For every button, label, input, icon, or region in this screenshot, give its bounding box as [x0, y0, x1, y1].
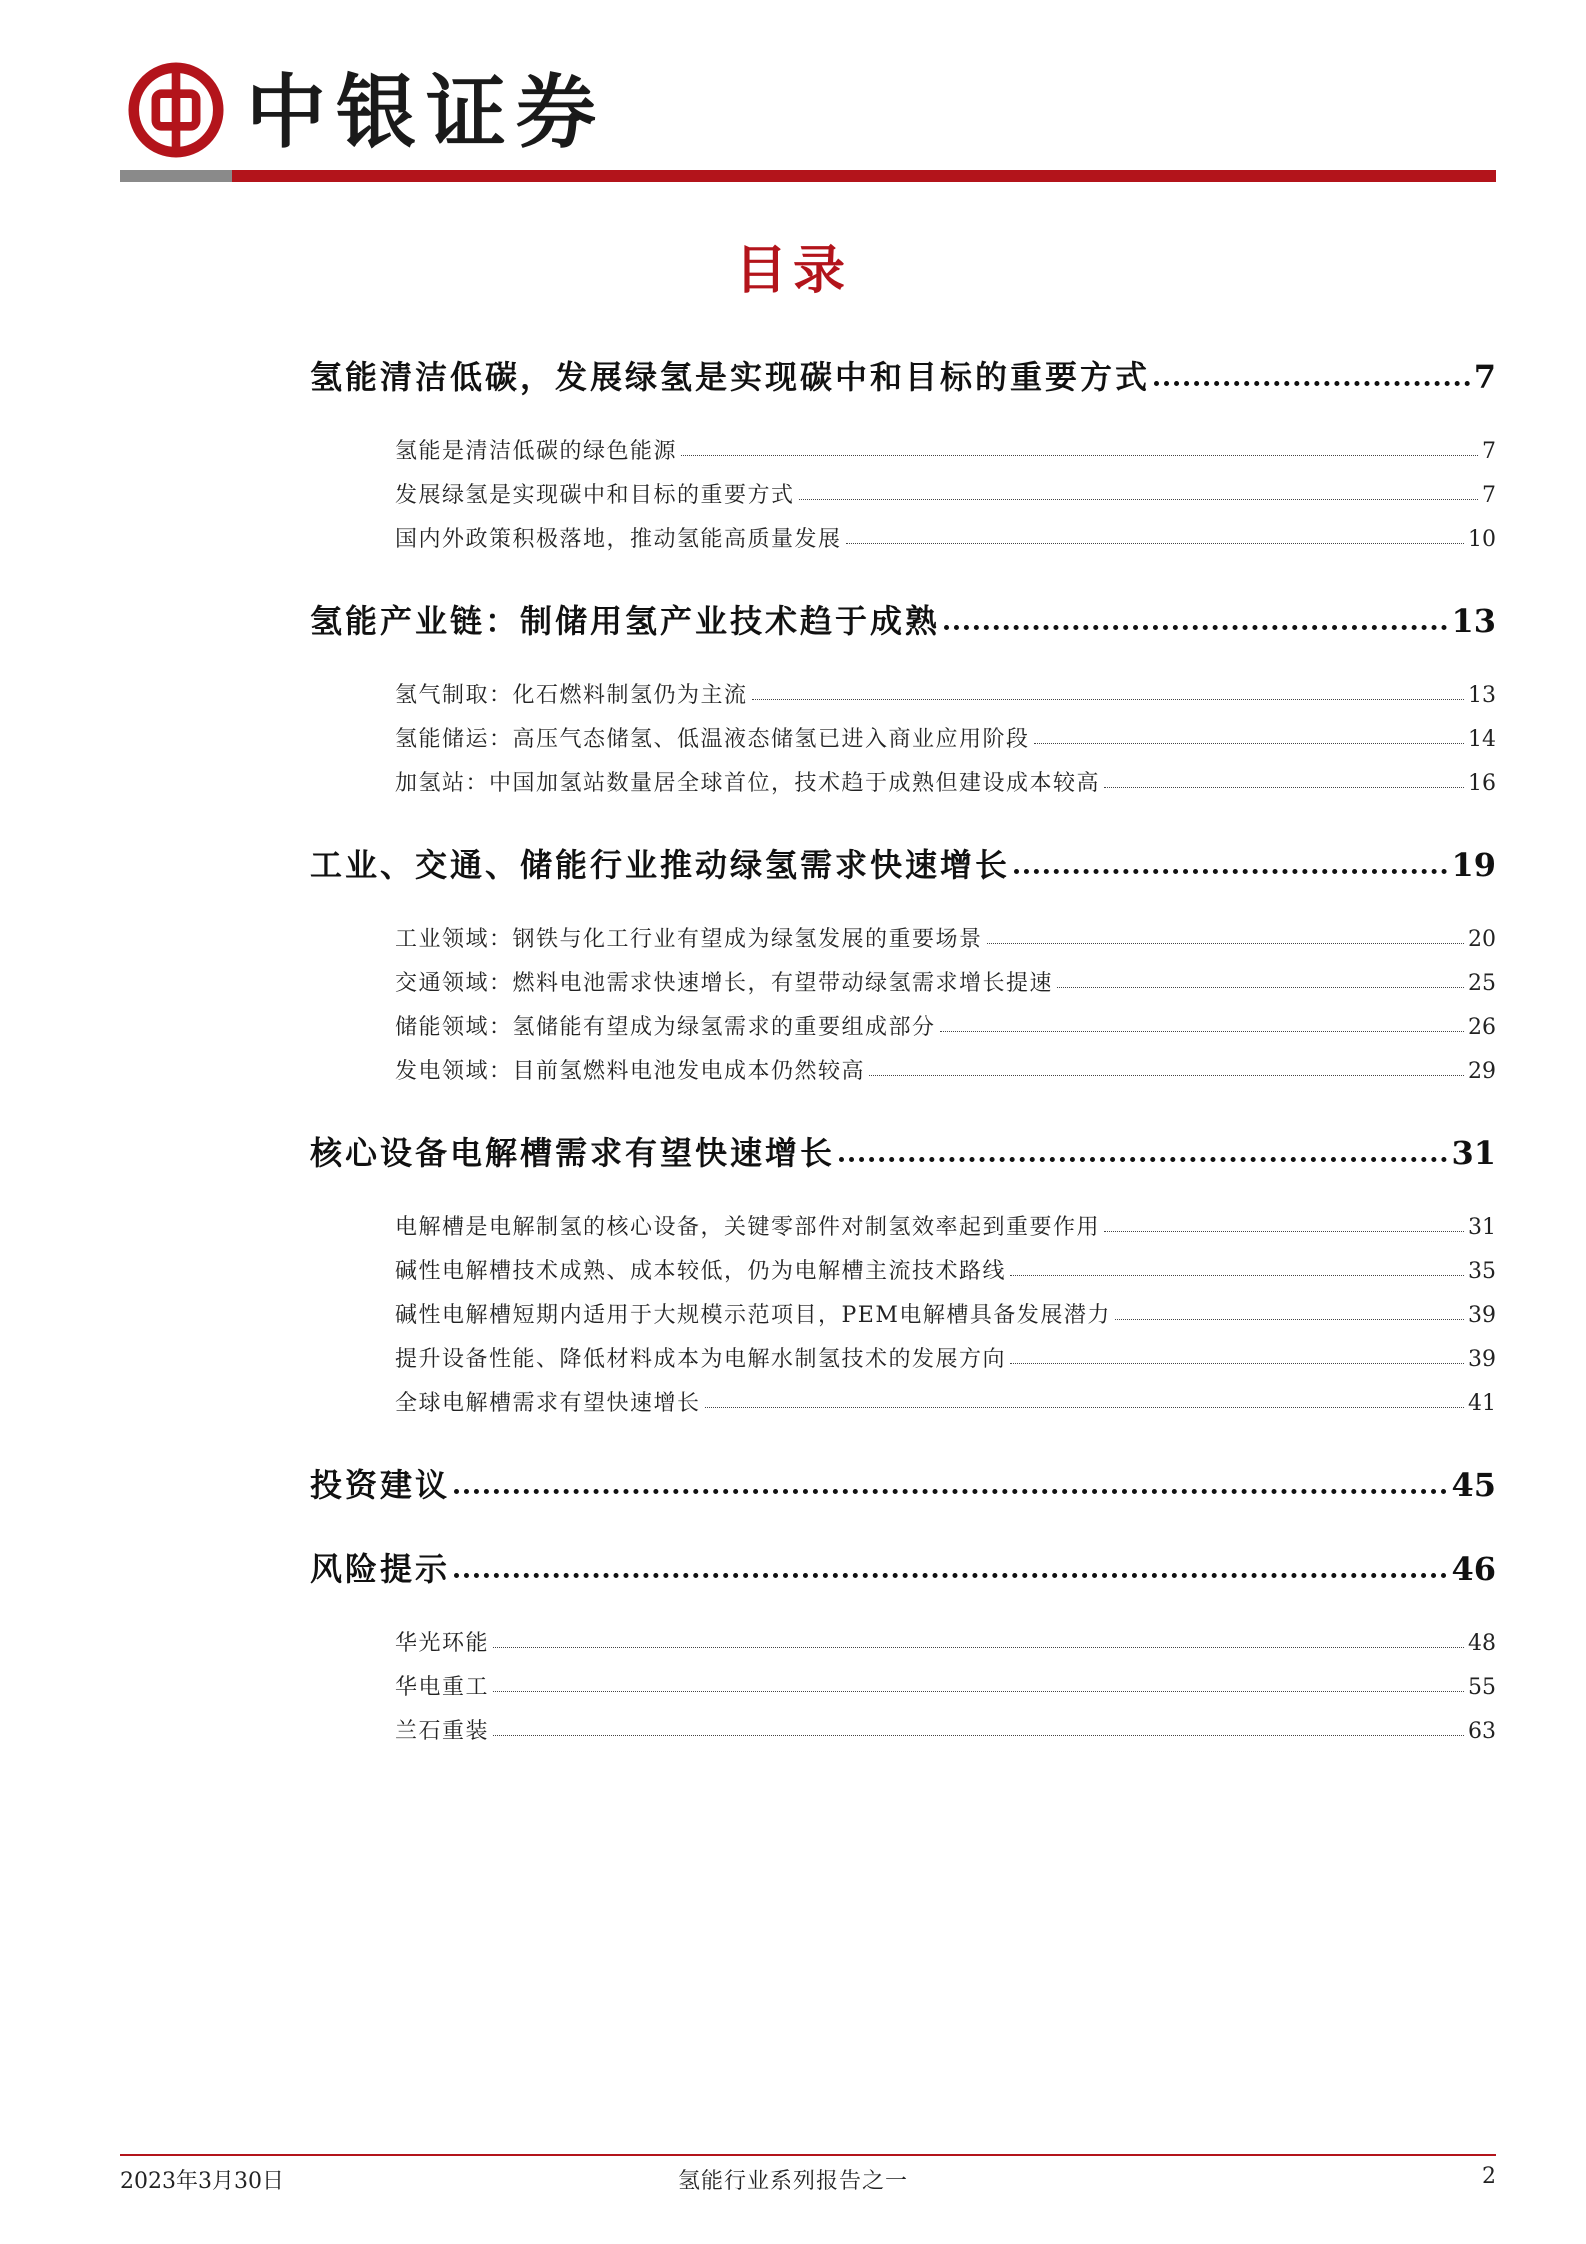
toc-subsection-entry[interactable]: [395, 966, 1496, 997]
toc-entry-page: 13: [1451, 602, 1496, 640]
toc-subsection-entry[interactable]: [395, 922, 1496, 953]
footer-date: 2023年3月30日: [120, 2169, 284, 2194]
toc-entry-label: 工业领域：钢铁与化工行业有望成为绿氢发展的重要场景: [395, 927, 983, 952]
toc-subsection-entry[interactable]: [395, 766, 1496, 797]
toc-entry-label: 氢能储运：高压气态储氢、低温液态储氢已进入商业应用阶段: [395, 727, 1030, 752]
toc-subsection-entry[interactable]: [395, 1670, 1496, 1701]
toc-entry-page: 29: [1468, 1059, 1496, 1084]
toc-leader-dots: [493, 1647, 1464, 1648]
toc-subsection-entry[interactable]: [395, 1298, 1496, 1329]
toc-entry-label: 氢气制取：化石燃料制氢仍为主流: [395, 683, 748, 708]
toc-entry-label: 氢能清洁低碳，发展绿氢是实现碳中和目标的重要方式: [310, 358, 1151, 396]
toc-entry-label: 储能领域：氢储能有望成为绿氢需求的重要组成部分: [395, 1015, 936, 1040]
toc-subsection-entry[interactable]: [395, 522, 1496, 553]
toc-entry-label: 氢能是清洁低碳的绿色能源: [395, 439, 678, 464]
toc-leader-dots: [846, 543, 1464, 544]
toc-leader-dots: [1104, 1231, 1464, 1232]
toc-entry-page: 7: [1482, 483, 1496, 508]
toc-subsection-entry[interactable]: [395, 1626, 1496, 1657]
toc-subsection-entry[interactable]: [395, 478, 1496, 509]
bank-of-china-logo-icon: [128, 62, 224, 158]
toc-subsection-entry[interactable]: [395, 1254, 1496, 1285]
toc-entry-page: 26: [1468, 1015, 1496, 1040]
toc-entry-page: 16: [1468, 771, 1496, 796]
toc-entry-page: 7: [1473, 358, 1496, 396]
toc-entry-page: 20: [1468, 927, 1496, 952]
toc-title: 目录: [734, 241, 851, 301]
toc-subsection-entry[interactable]: [395, 1386, 1496, 1417]
toc-leader-dots: [987, 943, 1464, 944]
toc-entry-label: 发电领域：目前氢燃料电池发电成本仍然较高: [395, 1059, 866, 1084]
toc-leader-dots: [705, 1407, 1464, 1408]
toc-leader-dots: [869, 1075, 1464, 1076]
toc-entry-page: 39: [1468, 1303, 1496, 1328]
toc-leader-dots: [799, 499, 1478, 500]
toc-leader-dots: [1115, 1319, 1464, 1320]
toc-entry-label: 氢能产业链：制储用氢产业技术趋于成熟: [310, 602, 941, 640]
toc-entry-page: 7: [1482, 439, 1496, 464]
toc-leader-dots: [454, 1489, 1447, 1494]
toc-section-entry[interactable]: [310, 596, 1496, 642]
toc-entry-page: 41: [1468, 1391, 1496, 1416]
toc-leader-dots: [493, 1691, 1464, 1692]
toc-entry-page: 19: [1451, 846, 1496, 884]
toc-entry-page: 39: [1468, 1347, 1496, 1372]
toc-entry-page: 35: [1468, 1259, 1496, 1284]
toc-section-entry[interactable]: [310, 1128, 1496, 1174]
header-rule-red: [232, 170, 1496, 182]
toc-leader-dots: [839, 1157, 1447, 1162]
toc-leader-dots: [1014, 869, 1447, 874]
footer-report-title: 氢能行业系列报告之一: [677, 2169, 908, 2194]
toc-entry-label: 加氢站：中国加氢站数量居全球首位，技术趋于成熟但建设成本较高: [395, 771, 1101, 796]
toc-leader-dots: [1010, 1275, 1464, 1276]
toc-leader-dots: [1154, 381, 1470, 386]
toc-leader-dots: [752, 699, 1464, 700]
toc-leader-dots: [681, 455, 1478, 456]
toc-leader-dots: [493, 1735, 1464, 1736]
toc-subsection-entry[interactable]: [395, 434, 1496, 465]
toc-subsection-entry[interactable]: [395, 1342, 1496, 1373]
toc-subsection-entry[interactable]: [395, 1714, 1496, 1745]
toc-section-entry[interactable]: [310, 1544, 1496, 1590]
toc-entry-page: 10: [1468, 527, 1496, 552]
toc-entry-page: 14: [1468, 727, 1496, 752]
brand-name: 中银证券: [246, 65, 606, 159]
toc-entry-label: 工业、交通、储能行业推动绿氢需求快速增长: [310, 846, 1011, 884]
toc-entry-label: 投资建议: [310, 1466, 451, 1504]
header-rule-grey: [120, 170, 232, 182]
page-header: [0, 0, 1586, 200]
toc-entry-page: 45: [1451, 1466, 1496, 1504]
toc-leader-dots: [1010, 1363, 1464, 1364]
toc-entry-label: 发展绿氢是实现碳中和目标的重要方式: [395, 483, 795, 508]
toc-subsection-entry[interactable]: [395, 1010, 1496, 1041]
toc-leader-dots: [454, 1573, 1447, 1578]
toc-leader-dots: [1034, 743, 1464, 744]
toc-entry-page: 13: [1468, 683, 1496, 708]
toc-entry-label: 华电重工: [395, 1675, 490, 1700]
toc-entry-page: 63: [1468, 1719, 1496, 1744]
toc-entry-label: 电解槽是电解制氢的核心设备，关键零部件对制氢效率起到重要作用: [395, 1215, 1101, 1240]
toc-entry-page: 31: [1468, 1215, 1496, 1240]
toc-section-entry[interactable]: [310, 840, 1496, 886]
toc-entry-label: 国内外政策积极落地，推动氢能高质量发展: [395, 527, 842, 552]
toc-entry-label: 交通领域：燃料电池需求快速增长，有望带动绿氢需求增长提速: [395, 971, 1054, 996]
toc-entry-label: 碱性电解槽技术成熟、成本较低，仍为电解槽主流技术路线: [395, 1259, 1007, 1284]
toc-leader-dots: [1057, 987, 1464, 988]
toc-section-entry[interactable]: [310, 352, 1496, 398]
toc-entry-page: 46: [1451, 1550, 1496, 1588]
toc-leader-dots: [944, 625, 1447, 630]
toc-entry-label: 全球电解槽需求有望快速增长: [395, 1391, 701, 1416]
toc-entry-page: 31: [1451, 1134, 1496, 1172]
toc-subsection-entry[interactable]: [395, 1054, 1496, 1085]
toc-entry-page: 55: [1468, 1675, 1496, 1700]
toc-subsection-entry[interactable]: [395, 722, 1496, 753]
toc-entry-label: 风险提示: [310, 1550, 451, 1588]
toc-entry-page: 25: [1468, 971, 1496, 996]
footer-page-number: 2: [1482, 2164, 1496, 2189]
toc-subsection-entry[interactable]: [395, 678, 1496, 709]
toc-entry-label: 核心设备电解槽需求有望快速增长: [310, 1134, 836, 1172]
toc-entry-label: 碱性电解槽短期内适用于大规模示范项目，PEM电解槽具备发展潜力: [395, 1303, 1111, 1328]
toc-entry-label: 提升设备性能、降低材料成本为电解水制氢技术的发展方向: [395, 1347, 1007, 1372]
toc-subsection-entry[interactable]: [395, 1210, 1496, 1241]
toc-leader-dots: [940, 1031, 1464, 1032]
toc-entry-label: 兰石重装: [395, 1719, 490, 1744]
toc-section-entry[interactable]: [310, 1460, 1496, 1506]
footer-rule: [120, 2154, 1496, 2156]
toc-leader-dots: [1104, 787, 1464, 788]
toc-entry-page: 48: [1468, 1631, 1496, 1656]
toc-entry-label: 华光环能: [395, 1631, 490, 1656]
